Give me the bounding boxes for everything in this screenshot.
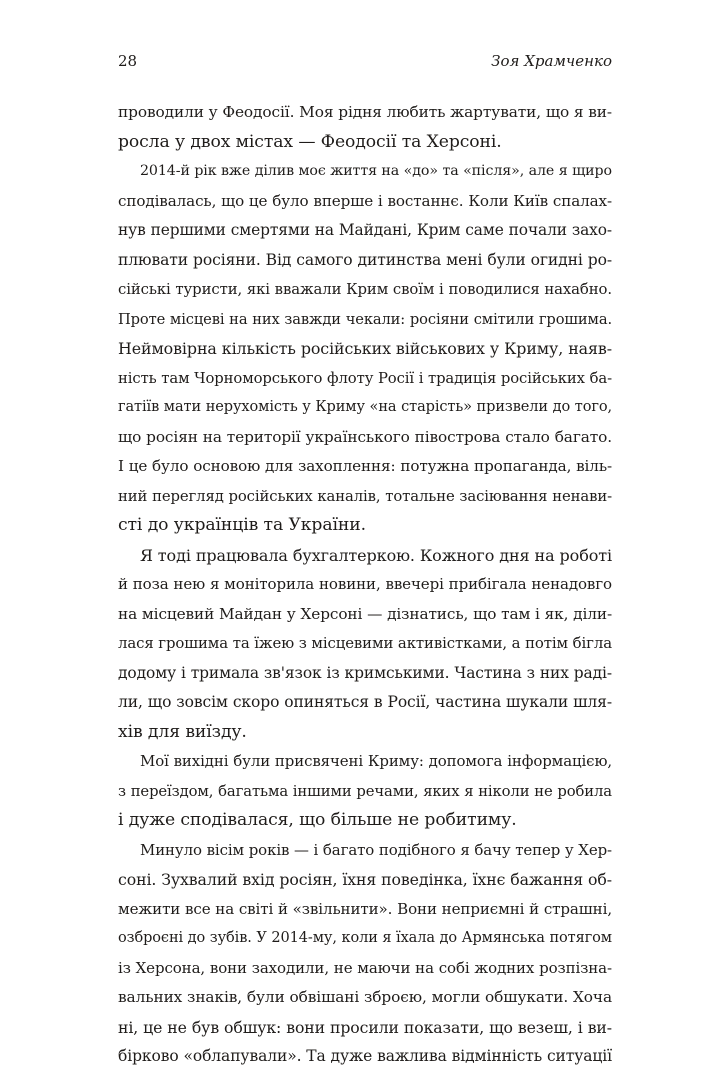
text-line: й поза нею я моніторила новини, ввечері прибігала ненадовго (118, 575, 612, 593)
text-line: вальних знаків, були обвішані зброєю, могли обшукати. Хоча (118, 988, 612, 1006)
text-line: із Херсона, вони заходили, не маючи на собі жодних розпізна- (118, 958, 612, 977)
text-line: плювати росіяни. Від самого дитинства мені були огидні ро- (118, 250, 612, 269)
text-line: хів для виїзду. (118, 721, 247, 742)
text-line: Неймовірна кількість російських військових у Криму, наяв- (118, 339, 612, 358)
text-line: ні, це не був обшук: вони просили показати, що везеш, і ви- (118, 1017, 612, 1037)
text-line: сті до українців та України. (118, 515, 366, 535)
text-line: І це було основою для захоплення: потужна пропаганда, віль- (118, 457, 612, 475)
running-title: Зоя Храмченко (491, 52, 612, 70)
text-line: межити все на світі й «звільнити». Вони неприємні й страшні, (118, 899, 612, 918)
text-line: соні. Зухвалий вхід росіян, їхня поведінка, їхнє бажання об- (118, 870, 612, 889)
text-line: ли, що зовсім скоро опиняться в Росії, частина шукали шля- (118, 693, 612, 711)
text-line: лася грошима та їжею з місцевими активістками, а потім бігла (118, 634, 612, 652)
text-line: і дуже сподівалася, що більше не робитиму. (118, 810, 517, 830)
body-text (118, 98, 612, 1072)
text-line: додому і тримала зв'язок із кримськими. Частина з них раді- (118, 663, 612, 682)
page-number: 28 (118, 52, 138, 70)
text-line: 2014-й рік вже ділив моє життя на «до» та «після», але я щиро (140, 163, 612, 179)
text-line: що росіян на території українського півострова стало багато. (118, 427, 612, 446)
text-line: проводили у Феодосії. Моя рідня любить жартувати, що я ви- (118, 103, 612, 121)
text-line: ність там Чорноморського флоту Росії і традиція російських ба- (118, 369, 612, 387)
text-line: з переїздом, багатьма іншими речами, яких я ніколи не робила (118, 782, 612, 800)
text-line: ний перегляд російських каналів, тотальне засіювання ненави- (118, 487, 612, 505)
text-line: гатіїв мати нерухомість у Криму «на старість» призвели до того, (118, 399, 612, 415)
text-line: Мої вихідні були присвячені Криму: допомога інформацією, (140, 752, 612, 770)
text-line: сподівалась, що це було вперше і востаннє. Коли Київ спалах- (118, 191, 612, 210)
text-line: озброєні до зубів. У 2014-му, коли я їхала до Армянська потягом (118, 930, 612, 946)
text-line: Проте місцеві на них завжди чекали: росіяни смітили грошима. (118, 310, 612, 328)
text-line: на місцевий Майдан у Херсоні — дізнатись, що там і як, діли- (118, 604, 612, 623)
text-line: Я тоді працювала бухгалтеркою. Кожного дня на роботі (140, 545, 613, 565)
running-header (118, 52, 612, 78)
text-line: бірково «облапували». Та дуже важлива відмінність ситуації (118, 1047, 612, 1065)
text-line: росла у двох містах — Феодосії та Херсоні. (118, 131, 502, 152)
text-line: нув першими смертями на Майдані, Крим саме почали захо- (118, 221, 612, 239)
text-line: Минуло вісім років — і багато подібного я бачу тепер у Хер- (140, 840, 612, 859)
text-line: сійські туристи, які вважали Крим своїм і поводилися нахабно. (118, 280, 612, 298)
